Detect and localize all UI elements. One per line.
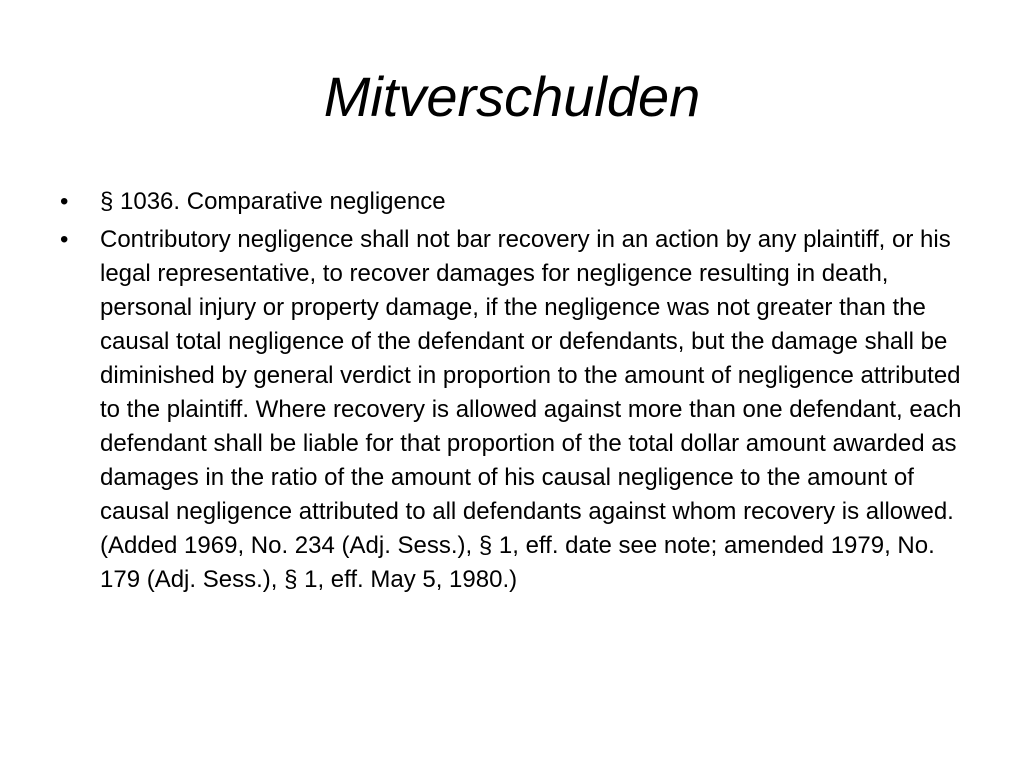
bullet-marker: • xyxy=(60,226,69,253)
bullet-item-statute-text xyxy=(56,223,968,597)
bullet-text: § 1036. Comparative negligence xyxy=(100,188,446,215)
bullet-marker: • xyxy=(60,188,69,215)
slide-title: Mitverschulden xyxy=(323,65,701,128)
bullet-text: Contributory negligence shall not bar recovery in an action by any plaintiff, or his legal representative, to recover damages for negligence resulting in death, personal injury or property damage, if the negligence was not greater than the causal total negligence of the defendant or defendants, but the damage shall be diminished by general verdict in proportion to the amount of negligence attributed to the plaintiff. Where recovery is allowed against more than one defendant, each defendant shall be liable for that proportion of the total dollar amount awarded as damages in the ratio of the amount of his causal negligence to the amount of causal negligence attributed to all defendants against whom recovery is allowed. (Added 1969, No. 234 (Adj. Sess.), § 1, eff. date see note; amended 1979, No. 179 (Adj. Sess.), § 1, eff. May 5, 1980.) xyxy=(100,226,962,593)
bullet-list xyxy=(56,185,968,597)
bullet-item-heading xyxy=(56,185,968,219)
